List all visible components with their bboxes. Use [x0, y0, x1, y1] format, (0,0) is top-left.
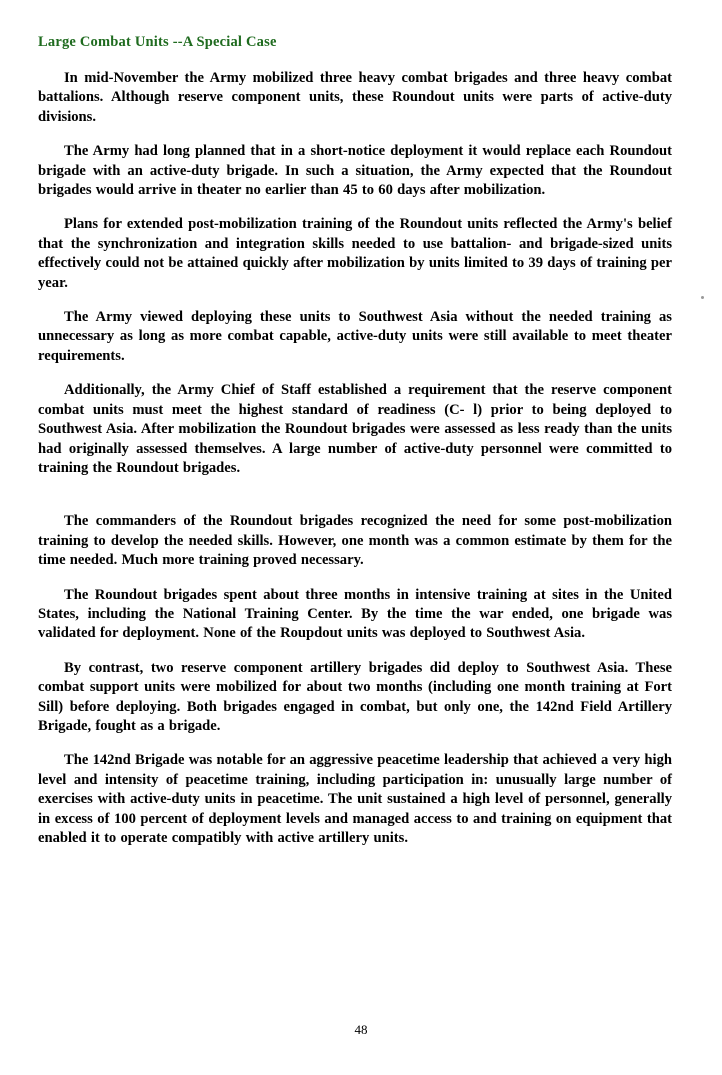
paragraph: In mid-November the Army mobilized three heavy combat brigades and three heavy combat battalions. Although reserve component units, these Roundout units were parts of active-duty divisions.: [38, 70, 672, 125]
paragraph: The commanders of the Roundout brigades recognized the need for some post-mobilization training to develop the needed skills. However, one month was a common estimate by them for the time needed. Much more training proved necessary.: [38, 513, 672, 569]
page-title: Large Combat Units --A Special Case: [38, 34, 277, 50]
paragraph: The 142nd Brigade was notable for an aggressive peacetime leadership that achieved a very high level and intensity of peacetime training, including participation in: unusually large number of exercises with active-duty units in peacetime. The unit sustained a high level of personnel, generally in excess of 100 percent of deployment levels and managed access to and training on equipment that enabled it to operate compatibly with active artillery units.: [38, 752, 672, 846]
paragraph: The Army viewed deploying these units to Southwest Asia without the needed training as unnecessary as long as more combat capable, active-duty units were still available to meet theater requirements.: [38, 309, 672, 364]
page-number: 48: [354, 1022, 368, 1037]
paragraph: By contrast, two reserve component artillery brigades did deploy to Southwest Asia. These combat support units were mobilized for about two months (including one month training at Fort Sill) before deploying. Both brigades engaged in combat, but only one, the 142nd Field Artillery Brigade, fought as a brigade.: [38, 659, 672, 734]
paragraph: Additionally, the Army Chief of Staff established a requirement that the reserve component combat units must meet the highest standard of readiness (C- l) prior to being deployed to Southwest Asia. After mobilization the Roundout brigades were assessed as less ready than the units had originally assessed themselves. A large number of active-duty personnel were committed to training the Roundout brigades.: [38, 382, 672, 476]
document-body: [38, 69, 674, 848]
paragraph: Plans for extended post-mobilization training of the Roundout units reflected the Army's belief that the synchronization and integration skills needed to use battalion- and brigade-sized units effectively could not be attained quickly after mobilization by units limited to 39 days of training per year.: [38, 216, 672, 291]
paragraph: The Army had long planned that in a short-notice deployment it would replace each Roundout brigade with an active-duty brigade. In such a situation, the Army expected that the Roundout brigades would arrive in theater no earlier than 45 to 60 days after mobilization.: [38, 143, 672, 199]
paragraph: The Roundout brigades spent about three months in intensive training at sites in the United States, including the National Training Center. By the time the war ended, one brigade was validated for deployment. None of the Roupdout units was deployed to Southwest Asia.: [38, 586, 672, 642]
page-edge-speck: [701, 296, 704, 299]
